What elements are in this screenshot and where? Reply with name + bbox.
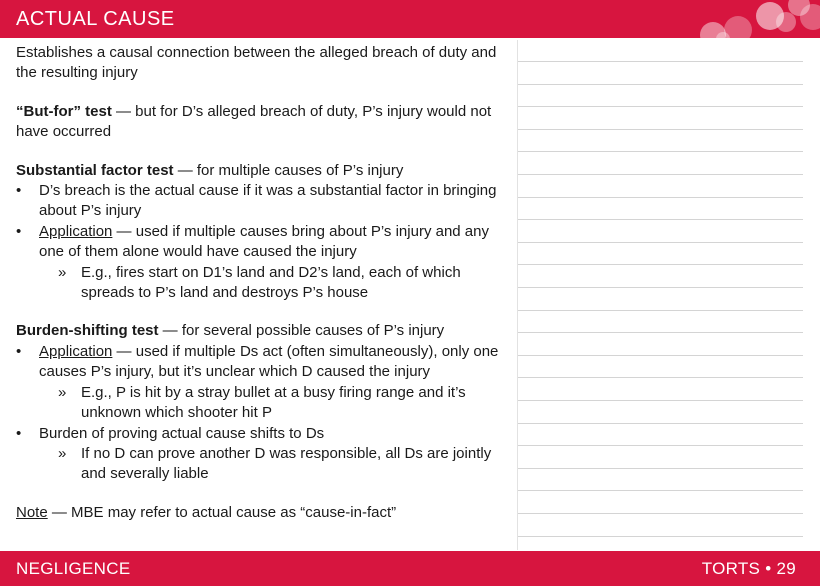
note-line: [518, 129, 803, 130]
note-line: [518, 377, 803, 378]
header-bar: [0, 0, 820, 38]
bullet-marker: •: [16, 182, 22, 200]
chevron-marker: »: [58, 383, 67, 401]
note-line: [518, 445, 803, 446]
note-line: [518, 468, 803, 469]
notes-column: [517, 40, 803, 550]
sub-list-item: [16, 383, 506, 424]
note-line: [518, 400, 803, 401]
but-for-term: “But-for” test: [16, 102, 112, 120]
substantial-example: E.g., fires start on D1’s land and D2’s land, each of which spreads to P’s land and destroys P’s house: [81, 263, 461, 302]
substantial-factor-heading: [16, 161, 506, 181]
burden-example-1: E.g., P is hit by a stray bullet at a busy firing range and it’s unknown which shooter hit P: [81, 383, 466, 422]
note-line: [518, 310, 803, 311]
but-for-paragraph: [16, 102, 506, 143]
sub-list-item: [16, 263, 506, 304]
bullet-marker: •: [16, 222, 22, 240]
page-title: ACTUAL CAUSE: [16, 8, 175, 30]
note-line: [518, 264, 803, 265]
burden-shifting-text: — for several possible causes of P’s injury: [158, 322, 445, 340]
substantial-bullet-2: — used if multiple causes bring about P’s injury and any one of them alone would have caused the injury: [39, 222, 489, 261]
substantial-factor-term: Substantial factor test: [16, 161, 174, 179]
note-line: [518, 242, 803, 243]
bullet-marker: •: [16, 424, 22, 442]
footer-bar: [0, 551, 820, 586]
note-line: [518, 84, 803, 85]
note-line: [518, 513, 803, 514]
burden-bullet-1: — used if multiple Ds act (often simultaneously), only one causes P’s injury, but it’s unclear which D caused the injury: [39, 342, 499, 381]
decorative-bubble: [776, 12, 796, 32]
list-item: [16, 181, 506, 222]
substantial-factor-text: — for multiple causes of P’s injury: [173, 161, 404, 179]
note-line: [518, 61, 803, 62]
list-item: [16, 424, 506, 444]
note-line: [518, 151, 803, 152]
burden-shifting-heading: [16, 321, 506, 341]
sub-list-item: [16, 444, 506, 485]
outline-content: [16, 43, 506, 523]
decorative-bubble: [724, 16, 752, 38]
application-term: Application: [39, 342, 113, 360]
but-for-text: — but for D’s alleged breach of duty, P’s injury would not have occurred: [16, 102, 492, 141]
note-line: [518, 174, 803, 175]
list-item: [16, 342, 506, 383]
section-label: NEGLIGENCE: [16, 559, 131, 578]
burden-shifting-term: Burden-shifting test: [16, 322, 159, 340]
note-paragraph: [16, 503, 506, 523]
note-text: — MBE may refer to actual cause as “cause-in-fact”: [47, 503, 397, 521]
chevron-marker: »: [58, 444, 67, 462]
page-label: TORTS • 29: [701, 559, 796, 578]
application-term: Application: [39, 222, 113, 240]
note-line: [518, 423, 803, 424]
note-line: [518, 490, 803, 491]
note-line: [518, 287, 803, 288]
burden-bullet-2: Burden of proving actual cause shifts to Ds: [39, 424, 325, 442]
decorative-bubble: [800, 4, 820, 30]
note-line: [518, 332, 803, 333]
note-line: [518, 219, 803, 220]
list-item: [16, 222, 506, 263]
note-line: [518, 536, 803, 537]
bullet-marker: •: [16, 342, 22, 360]
intro-text: Establishes a causal connection between the alleged breach of duty and the resulting injury: [16, 44, 497, 82]
note-line: [518, 197, 803, 198]
burden-example-2: If no D can prove another D was responsible, all Ds are jointly and severally liable: [81, 444, 492, 483]
note-line: [518, 106, 803, 107]
note-term: Note: [16, 503, 48, 521]
note-line: [518, 355, 803, 356]
substantial-bullet-1: D’s breach is the actual cause if it was a substantial factor in bringing about P’s injury: [39, 182, 497, 220]
chevron-marker: »: [58, 263, 67, 281]
